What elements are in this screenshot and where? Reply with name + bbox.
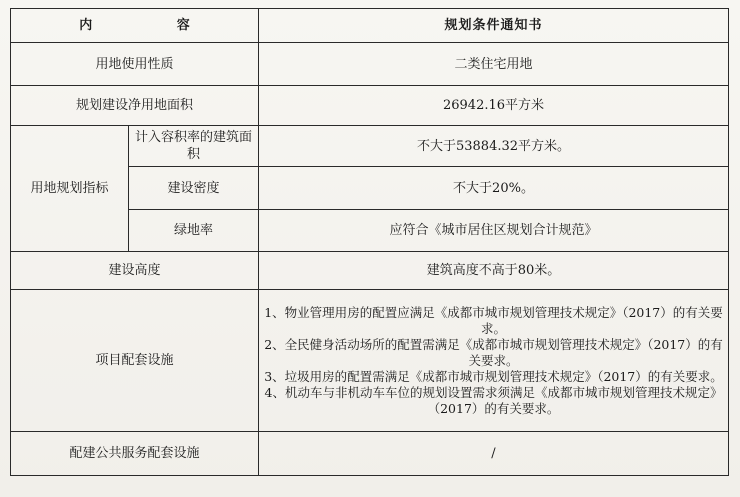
- indicators-group-label: 用地规划指标: [11, 126, 129, 252]
- header-notice-title: 规划条件通知书: [259, 9, 729, 43]
- planning-conditions-table: [10, 8, 729, 476]
- facility-item-2: 2、全民健身活动场所的配置需满足《成都市城市规划管理技术规定》（2017）的有关要求。: [264, 336, 723, 368]
- table-row: [11, 432, 729, 476]
- table-row: [11, 252, 729, 290]
- facility-item-3: 3、垃圾用房的配置需满足《成都市城市规划管理技术规定》（2017）的有关要求。: [264, 368, 723, 384]
- table-row: [11, 126, 729, 167]
- table-row: [11, 290, 729, 432]
- facilities-list: [259, 290, 729, 432]
- green-ratio-label: 绿地率: [129, 210, 259, 252]
- far-area-value: 不大于53884.32平方米。: [259, 126, 729, 167]
- net-area-value: 26942.16平方米: [259, 86, 729, 126]
- table-row: [11, 86, 729, 126]
- public-service-label: 配建公共服务配套设施: [11, 432, 259, 476]
- table-header-row: [11, 9, 729, 43]
- table-row: [11, 43, 729, 86]
- height-value: 建筑高度不高于80米。: [259, 252, 729, 290]
- public-service-value: /: [259, 432, 729, 476]
- facility-item-1: 1、物业管理用房的配置应满足《成都市城市规划管理技术规定》（2017）的有关要求。: [264, 304, 723, 336]
- density-value: 不大于20%。: [259, 167, 729, 210]
- net-area-label: 规划建设净用地面积: [11, 86, 259, 126]
- height-label: 建设高度: [11, 252, 259, 290]
- facilities-label: 项目配套设施: [11, 290, 259, 432]
- header-content-label: 内 容: [11, 9, 259, 43]
- land-use-value: 二类住宅用地: [259, 43, 729, 86]
- far-area-label: 计入容积率的建筑面积: [129, 126, 259, 167]
- land-use-label: 用地使用性质: [11, 43, 259, 86]
- density-label: 建设密度: [129, 167, 259, 210]
- facility-item-4: 4、机动车与非机动车车位的规划设置需求须满足《成都市城市规划管理技术规定》（2017）的有关要求。: [264, 384, 723, 416]
- green-ratio-value: 应符合《城市居住区规划合计规范》: [259, 210, 729, 252]
